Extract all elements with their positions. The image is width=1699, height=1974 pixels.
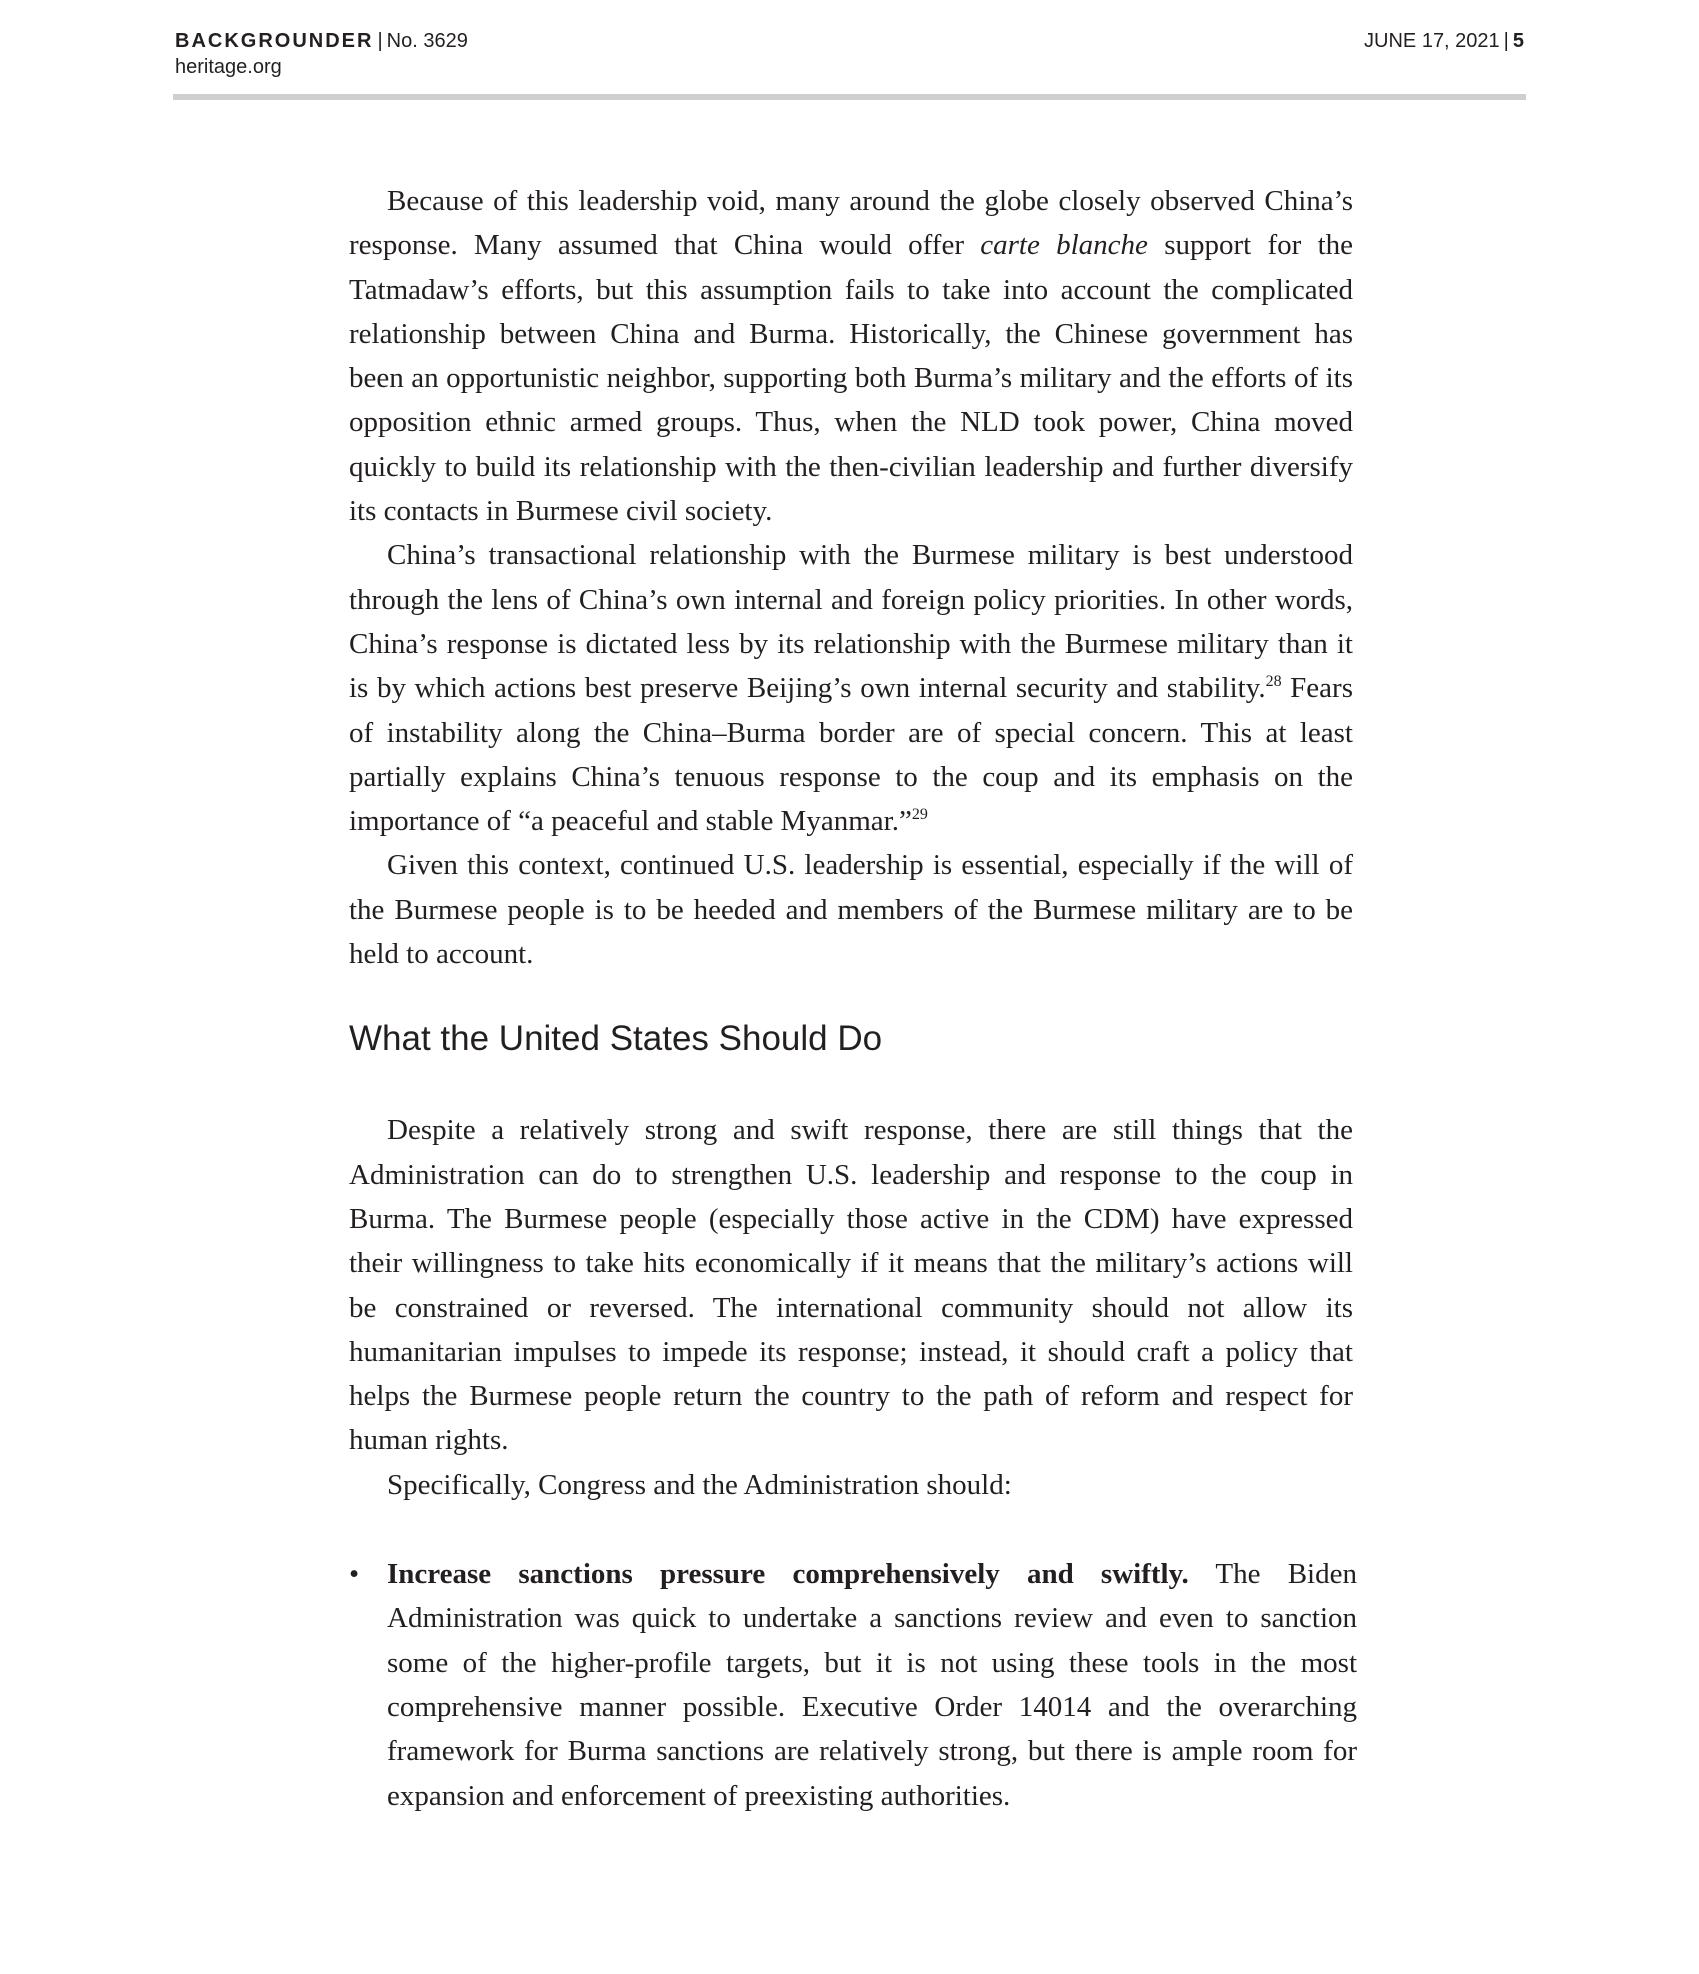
paragraph-us-leadership: Given this context, continued U.S. leadership is essential, especially if the will of the Burmese people is to be heeded and members of the Burmese military are to be held to account. bbox=[349, 849, 1353, 971]
recommendation-lead: Increase sanctions pressure comprehensively and swiftly. bbox=[387, 1558, 1189, 1591]
paragraph-text: Because of this leadership void, many around the globe closely observed China’s response. Many assumed that China would offer bbox=[349, 185, 1353, 262]
publication-number: No. 3629 bbox=[386, 30, 468, 52]
paragraph-swift-response: Despite a relatively strong and swift response, there are still things that the Administration can do to strengthen U.S. leadership and response to the coup in Burma. The Burmese people (especially those active in the CDM) have expressed their willingness to take hits economically if it means that the military’s actions will be constrained or reversed. The international community should not allow its humanitarian impulses to impede its response; instead, it should craft a policy that helps the Burmese people return the country to the path of reform and respect for human rights. bbox=[349, 1114, 1353, 1457]
bullet-marker: • bbox=[349, 1558, 360, 1591]
header-right bbox=[1364, 28, 1524, 54]
section-heading: What the United States Should Do bbox=[349, 1019, 883, 1059]
paragraph-leadership-void bbox=[349, 179, 1353, 533]
site-name: heritage.org bbox=[175, 56, 282, 78]
paragraph-recommendations-intro: Specifically, Congress and the Administration should: bbox=[387, 1468, 1012, 1501]
publication-date: JUNE 17, 2021 bbox=[1364, 30, 1500, 52]
header-left bbox=[175, 28, 468, 80]
article-body bbox=[349, 179, 1357, 1818]
header-divider bbox=[173, 94, 1526, 100]
header-separator: | bbox=[377, 30, 383, 52]
paragraph-transactional-relationship bbox=[349, 533, 1353, 843]
list-item bbox=[349, 1552, 1357, 1818]
italic-phrase: carte blanche bbox=[980, 229, 1148, 262]
page-number: 5 bbox=[1512, 30, 1524, 52]
paragraph-text: support for the Tatmadaw’s efforts, but this assumption fails to take into account the complicated relationship between China and Burma. Historically, the Chinese government has been an opportunistic neighbor, supporting both Burma’s military and the efforts of its opposition ethnic armed groups. Thus, when the NLD took power, China moved quickly to build its relationship with the then-civilian leadership and further diversify its contacts in Burmese civil society. bbox=[349, 229, 1354, 528]
series-name: BACKGROUNDER bbox=[175, 30, 374, 52]
publication-line bbox=[175, 28, 468, 54]
paragraph-text: Fears of instability along the China–Burma border are of special concern. This at least partially explains China’s tenuous response to the coup and its emphasis on the importance of “a peaceful and stable Myanmar.” bbox=[349, 672, 1353, 838]
recommendation-text: The Biden Administration was quick to undertake a sanctions review and even to sanction some of the higher-profile targets, but it is not using these tools in the most comprehensive manner possible. Executive Order 14014 and the overarching framework for Burma sanctions are relatively strong, but there is ample room for expansion and enforcement of preexisting authorities. bbox=[387, 1558, 1357, 1812]
paragraph-text: China’s transactional relationship with the Burmese military is best understood through the lens of China’s own internal and foreign policy priorities. In other words, China’s response is dictated less by its relationship with the Burmese military than it is by which actions best preserve Beijing’s own internal security and stability. bbox=[349, 539, 1353, 705]
header-separator-right: | bbox=[1503, 30, 1509, 52]
footnote-ref[interactable]: 28 bbox=[1265, 673, 1282, 691]
footnote-ref[interactable]: 29 bbox=[911, 806, 928, 824]
recommendations-list bbox=[349, 1552, 1357, 1818]
